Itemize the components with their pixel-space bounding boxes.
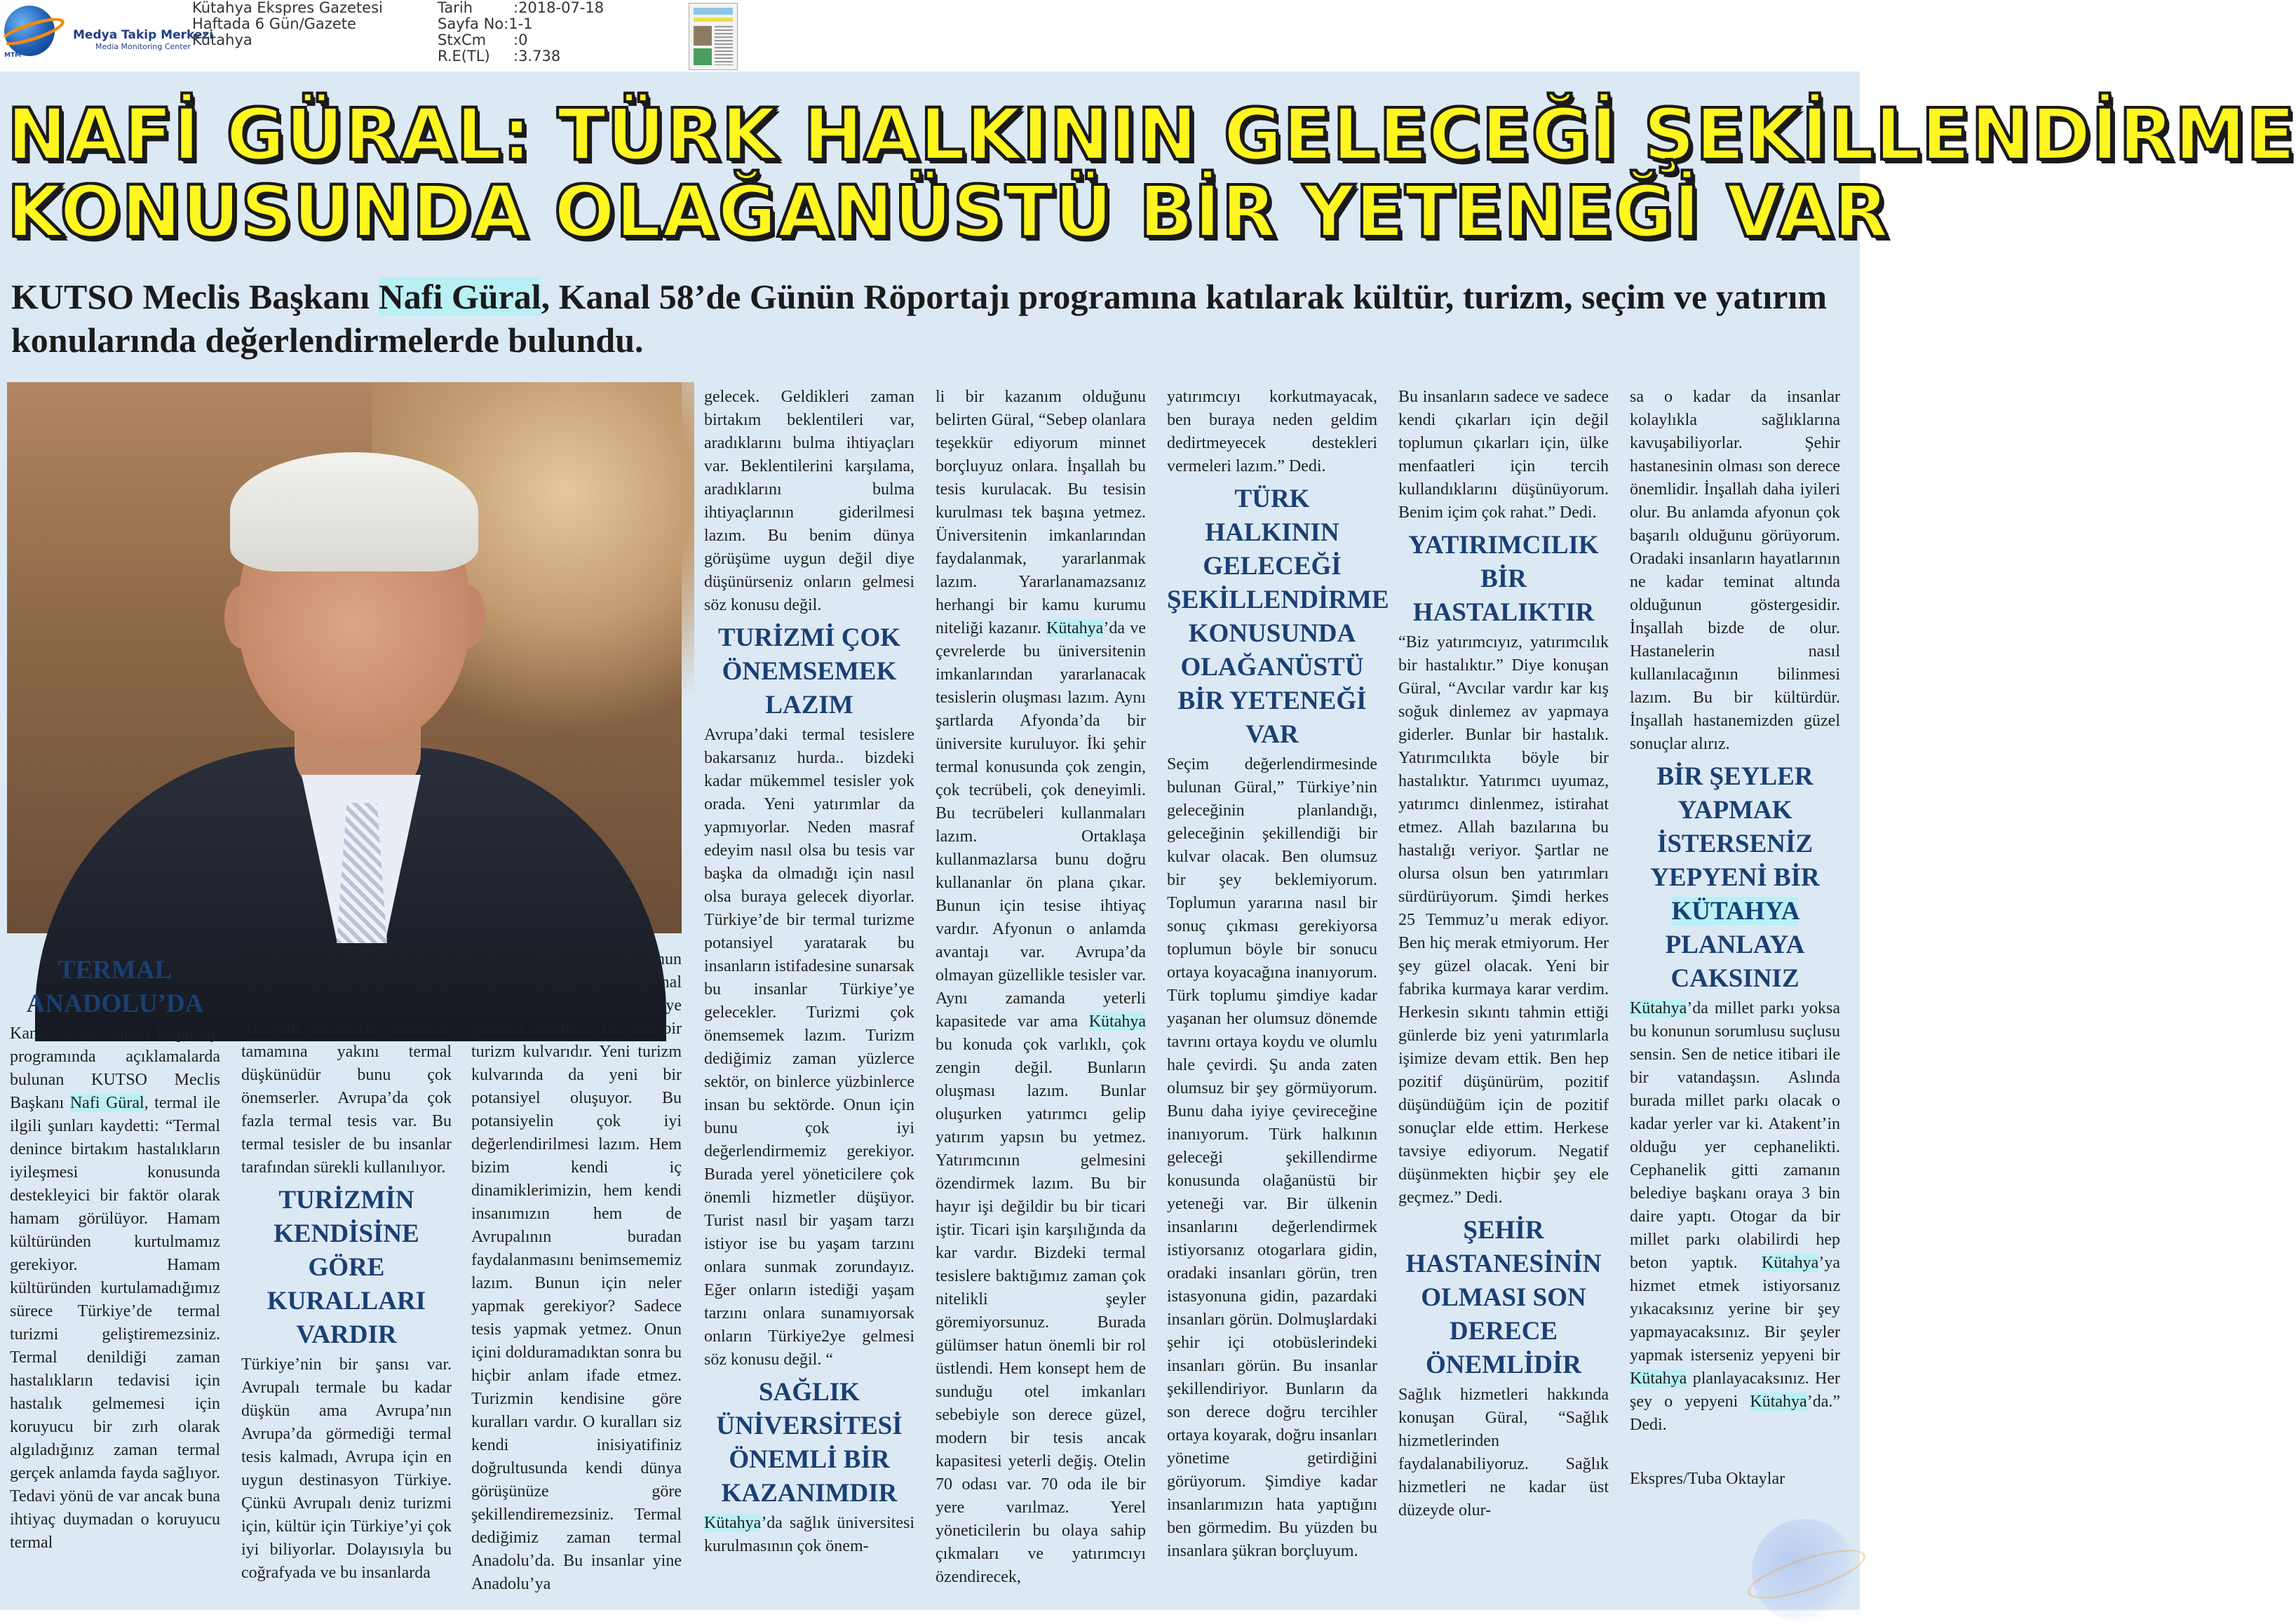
highlight-name: Nafi Güral [69,1094,144,1112]
publication-frequency: Haftada 6 Gün/Gazete [192,15,356,32]
subhead-yatirimcilik: YATIRIMCILIK BİR HASTALIKTIR [1408,531,1599,627]
text: ’da millet parkı yoksa bu konunun sorumlusu suçlusu sensin. Sen de netice itibari ile bir vatandaşsın. Aslında burada millet parkı olacak o kadar yerler var ki. Atakent’in olduğu yer cephanelikti. Cephanelik gitti zamanın belediye başkanı oraya 3 bin daire yaptı. Otogar da bir millet parkı olabilirdi hep beton yaptık. [1630,999,1840,1272]
portrait-photo [7,382,682,933]
paragraph: gelecek. Geldikleri zaman birtakım beklentileri var, aradıklarını bulma ihtiyaçları var. Beklentilerini karşılama, aradıklarını bulma ihtiyaçlarının giderilmesi lazım. Bu benim dünya görüşüme uygun değil diye düşünürseniz onların gelmesi söz konusu değil. [704,388,914,614]
article-column-2 [241,948,452,1585]
paragraph: Avrupa’daki termal tesislere bakarsanız hurda.. bizdeki kadar mükemmel tesisler yok orada. Yeni yatırımlar da yapmıyorlar. Neden masraf edeyim nasıl olsa bu tesis var başka da olmadığı için nasıl olsa buraya gelecek diyorlar. Türkiye’de bir termal turizme potansiyel yaratarak bu insanların istifadesine sunarsak bu insanlar Türkiye’ye gelecekler. Turizmi çok önemsemek lazım. Turizm dediğimiz zaman yüzlerce sektör, on binlerce yüzbinlerce insan bu sektörde. Onun için bunu çok iyi değerlendirmemiz gerekiyor. Burada yerel yöneticilere çok önemli hizmetler düşüyor. Turist nasıl bir yaşam tarzı istiyor ise bu yaşam tarzını onlara sunmak zorundayız. Eğer onların istediği yaşam tarzını onlara sunamıyorsak onların Türkiye2ye gelmesi söz konusu değil. “ [704,726,914,1369]
article-column-6 [1167,386,1389,1563]
paragraph: “Biz yatırımcıyız, yatırımcılık bir hastalıktır.” Diye konuşan Güral, “Avcılar vardır kar kış soğuk dinlemez av yapmaya giderler. Bunlar bir hastalık. Yatırımcılıkta böyle bir hastalıktır. Yatırımcı uyumaz, yatırımcı dinlenmez, istirahat etmez. Allah bazılarına bu hastalığı veriyor. Şartlar ne olursa olsun ben yatırımları sürdürüyorum. Şimdi herkes 25 Temmuz’u merak ediyor. Ben hiç merak etmiyorum. Her şey güzel olacak. Yeni bir fabrika kurmaya karar verdim. Herkesin sıkıntı tahmin ettiği günlerde biz yeni yatırımlarla işimize devam ettik. Ben hep pozitif düşünürüm, pozitif düşündüğüm için de pozitif sonuçlar elde ettim. Herkese tavsiye ediyorum. Negatif düşünmekten hiçbir şey ele geçmez.” Dedi. [1398,633,1609,1207]
stxcm-row [438,32,604,48]
page-row [438,16,604,32]
text: ’da.” Dedi. [1630,1393,1840,1434]
deck-text-1: KUTSO Meclis Başkanı [11,277,379,316]
author-signature: Ekspres/Tuba Oktaylar [1630,1470,1785,1488]
subhead-saglik-universitesi: SAĞLIK ÜNİVERSİTESİ ÖNEMLİ BİR KAZANIMDIR [716,1378,903,1508]
article-column-8 [1630,386,1840,1491]
paragraph: yatırımcıyı korkutmayacak, ben buraya neden geldim dedirtmeyecek destekleri vermeleri lazım.” Dedi. [1167,388,1377,475]
text: bu konuda çok varlıklı, çok zengin değil. Bunların oluşması lazım. Bunlar oluşurken yatırımcı gelip yatırım yapsın bu yetmez. Yatırımcının gelmesini özendirmek lazım. Bu bir hayır işi değildir bu bir ticari iştir. Ticari işin karşılığında da kar vardır. Bizdeki termal tesislere baktığımız zaman çok nitelikli şeyler göremiyorsunuz. Burada gülümser hatun önemli bir rol üstlendi. Hem konsept hem de sunduğu otel imkanları sebebiyle son derece güzel, modern bir tesis ancak kapasitesi yeterli değiş. Otelin 70 odası var. 70 oda ile bir yere varılmaz. Yerel yöneticilerin bu olaya sahip çıkmaları ve yatırımcıyı özendirecek, [936,1036,1146,1586]
stxcm-value: :0 [513,32,528,48]
publication-name: Kütahya Ekspres Gazetesi [192,0,383,16]
article-column-4 [704,386,914,1558]
paragraph [10,1022,220,1555]
subhead-turk-halki: TÜRK HALKININ GELECEĞİ ŞEKİLLENDİRME KONUSUNDA OLAĞANÜSTÜ BİR YETENEĞİ VAR [1167,485,1389,749]
text: BİR ŞEYLER YAPMAK İSTERSENİZ YEPYENİ BİR [1650,762,1820,892]
monitoring-header [0,0,1860,72]
paragraph: sa o kadar da insanlar kolaylıkla sağlıklarına kavuşabiliyorlar. Şehir hastanesinin olması son derece önemlidir. İnşallah daha iyileri olur. Bu anlamda afyonun çok başarılı olduğunu görüyorum. Oradaki insanların hayatlarının ne kadar teminat altında olduğunun göstergesidir. İnşallah bizde de olur. Hastanelerin nasıl kullanılacağının bilinmesi lazım. Bu bir kültürdür. İnşallah hastanemizden güzel sonuçlar alırız. [1630,388,1840,753]
clip-meta [438,0,604,65]
page-thumbnail[interactable] [689,3,738,70]
mtm-watermark-icon [1752,1519,1857,1624]
logo-abbr: MTM [4,52,22,59]
text: ’ya hizmet etmek istiyorsanız yıkacaksınız yerine bir şey yapmayacaksınız. Bir şeyler yapmak isterseniz yepyeni bir [1630,1254,1840,1365]
headline-line-1: NAFİ GÜRAL: TÜRK HALKININ GELECEĞİ ŞEKİLLENDİRME [7,93,2296,177]
paragraph [704,1512,914,1558]
article-page [0,72,2296,1610]
logo-title: Medya Takip Merkezi [73,28,214,42]
date-value: :2018-07-18 [513,0,605,16]
highlight-city: Kütahya [1762,1254,1819,1272]
stxcm-label: StxCm [438,32,487,48]
article-column-5 [936,386,1146,1589]
publication-city: Kütahya [192,32,252,48]
deck-highlight-name: Nafi Güral [378,277,541,316]
paragraph [936,386,1146,1589]
paragraph: Sağlık hizmetleri hakkında konuşan Güral, “Sağlık hizmetlerinden faydalanabiliyoruz. Sağlık hizmetleri ne kadar üst düzeyde olur- [1398,1386,1609,1520]
highlight-city: KÜTAHYA [1671,897,1799,926]
re-value: :3.738 [513,48,561,65]
text: planlayacaksınız. Her şey o yepyeni [1630,1369,1840,1411]
subhead-yepyeni-kutahya [1630,760,1840,996]
paragraph: Bu insanların sadece ve sadece kendi çıkarları için değil toplumun çıkarları için, ülke menfaatleri için tercih kullandıklarını düşünüyorum. Benim içim çok rahat.” Dedi. [1398,388,1609,522]
date-row [438,0,604,16]
text: Kanal 58’de Günün Röportajı programında açıklamalarda bulunan KUTSO Meclis Başkanı [10,1024,220,1112]
mtm-logo [4,4,214,59]
headline-line-2: KONUSUNDA OLAĞANÜSTÜ BİR YETENEĞİ VAR [7,170,1890,254]
page-value: :1-1 [504,15,533,32]
re-row [438,48,604,65]
text: ’da ve çevrelerde bu üniversitenin imkanlarından yararlanacak tesislerin oluşması lazım. Aynı şartlarda Afyonda’da bir üniversite kuruluyor. İki şehir termal konusunda çok zengin, çok tecrübeli, çok deneyimli. Bu tecrübeleri kullanmaları lazım. Ortaklaşa kullanmazlarsa bunu doğru kullananlar ön plana çıkar. Bunun için tesise ihtiyaç vardır. Afyonun o anlamda avantajı var. Avrupa’da olmayan güzellikle tesisler var. Aynı zamanda yeterli kapasitede var ama [936,619,1146,1031]
highlight-city: Kütahya [704,1514,762,1532]
article-column-3 [471,948,682,1596]
logo-subtitle: Media Monitoring Center [95,42,191,51]
deck-text-2: , Kanal 58’de Günün Röportajı programına katılarak kültür, turizm, seçim ve yatırım konularında değerlendirmelerde bulundu. [11,277,1827,360]
highlight-city: Kütahya [1750,1393,1807,1411]
headline [7,93,2296,254]
highlight-city: Kütahya [1630,999,1687,1017]
paragraph: zırha bürünmek şartıyla termal ’den yararlanmak lazım. Avrupa’ya baktığınızda Avrupalı insanların istisnasız tamamına yakını termal düşkünüdür bunu çok önemserler. Avrupa’da çok fazla termal tesis var. Bu termal tesisler de bu insanlar tarafından sürekli kullanılıyor. [241,950,452,1177]
page-label: Sayfa No [438,15,504,32]
re-label: R.E(TL) [438,48,490,65]
subhead-turizmi-onemsemek: TURİZMİ ÇOK ÖNEMSEMEK LAZIM [717,623,901,719]
text: li bir kazanım olduğunu belirten Güral, “Sebep olanlara teşekkür ediyorum minnet borçluyuz onlara. İnşallah bu tesis kurulacak. Bu tesisin kurulması tek başına yetmez. Üniversitenin imkanlarından faydalanmak, yararlanmak lazım. Yararlanamazsanız herhangi bir kamu kurumu niteliği kazanır. [936,388,1146,637]
subhead-sehir-hastanesi: ŞEHİR HASTANESİNİN OLMASI SON DERECE ÖNEMLİDİR [1405,1216,1602,1379]
paragraph: Seçim değerlendirmesinde bulunan Güral,” Türkiye’nin geleceğinin planlandığı, geleceğinin şekillendiği bir kulvar olacak. Ben olumsuz bir şey beklemiyorum. Toplumun yararına nasıl bir sonuç çıkması gerekiyorsa toplumun böyle bir sonucu ortaya koyacağına inanıyorum. Türk toplumu şimdiye kadar yaşanan her olumsuz dönemde tavrını ortaya koydu ve olumlu hale çevirdi. Şu anda zaten olumsuz bir şey görmüyorum. Bunu daha iyiye çevireceğine inanıyorum. Türk halkının geleceği şekillendirme konusunda olağanüstü bir yeteneği var. Bir ülkenin insanlarını değerlendirmek istiyorsanız otogarlara gidin, oradaki insanları görün, tren istasyonuna gidin, pazardaki insanları görün. Dolmuşlardaki şehir içi otobüslerindeki insanları görün. Bu insanlar şekillendiriyor. Bunların da son derece doğru tercihler ortaya koyarak, doğru insanları yönetime getirdiğini görüyorum. Şimdiye kadar insanlarımızın hata yaptığını ben görmedim. Bu yüzden bu insanlara şükran borçluyum. [1167,755,1377,1560]
highlight-city: Kütahya [1046,619,1104,637]
article-deck [11,275,1849,362]
subhead-termal-anadolu: TERMAL ANADOLU’DA [26,956,204,1018]
highlight-city: Kütahya [1630,1369,1687,1388]
paragraph: bir farklılık görüyorlar. Bunun için Avrupalının termal ihtiyacı için Türkiye’ye gelmesi mümkün. Bu yeni bir turizm kulvarıdır. Yeni turizm kulvarında da yeni bir potansiyel oluşuyor. Bu potansiyelin çok iyi değerlendirilmesi lazım. Hem bizim kendi iç dinamiklerimizin, hem kendi insanımızın hem de Avrupalının buradan faydalanmasını benimsememiz lazım. Bunun için neler yapmak gerekiyor? Sadece tesis yapmak yetmez. Onun içini dolduramadıktan sonra bu hiçbir anlam ifade etmez. Turizmin kendisine göre kuralları vardır. O kuralları siz kendi inisiyatifiniz doğrultusunda kendi dünya görüşünüze göre şekillendiremezsiniz. Termal dediğimiz zaman termal Anadolu’da. Bu insanlar yine Anadolu’ya [471,950,682,1593]
text: PLANLAYA CAKSINIZ [1665,931,1805,993]
subhead-turizm-kurallari: TURİZMİN KENDİSİNE GÖRE KURALLARI VARDIR [266,1186,426,1349]
article-column-1 [10,949,220,1555]
publication-info [192,0,383,48]
paragraph: Türkiye’nin bir şansı var. Avrupalı termale bu kadar düşkün ama Avrupa’nın Avrupa’da görmediği termal tesis kalmadı, Avrupa için en uygun destinasyon Türkiye. Çünkü Avrupalı deniz turizmi için, kültür için Türkiye’yi çok iyi biliyorlar. Dolayısıyla bu coğrafyada ve bu insanlarda [241,1355,452,1582]
text: ’da sağlık üniversitesi kurulmasının çok önem- [704,1514,914,1555]
highlight-city: Kütahya [1088,1013,1146,1031]
date-label: Tarih [438,0,473,16]
article-column-7 [1398,386,1609,1522]
text: , termal ile ilgili şunları kaydetti: “Termal denince birtakım hastalıkların iyileşmesi konusunda destekleyici bir faktör olarak hamam görülüyor. Hamam kültüründen kurtulmamız gerekiyor. Hamam kültüründen kurtulamadığımız sürece Türkiye’de termal turizmi geliştiremezsiniz. Termal denildiği zaman hastalıkların tedavisi için hastalık gelmemesi için koruyucu bir zırh olarak algıladığınız zaman termal gerçek anlamda fayda sağlıyor. Tedavi yönü de var ancak buna ihtiyaç duymadan o koruyucu termal [10,1094,220,1552]
paragraph [1630,997,1840,1437]
